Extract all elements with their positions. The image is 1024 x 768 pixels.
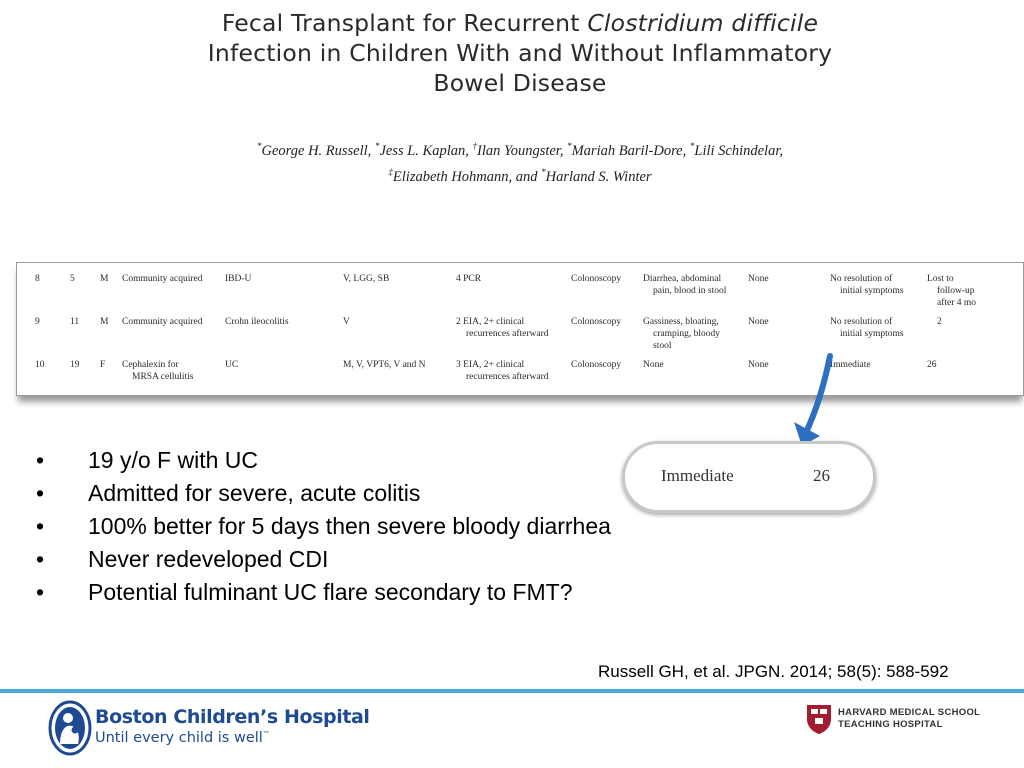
table-cell bbox=[827, 312, 924, 355]
author-name: Ilan Youngster, bbox=[476, 142, 568, 159]
author-name: Jess L. Kaplan, bbox=[379, 142, 473, 159]
list-item bbox=[36, 510, 636, 543]
cell-line: 2 bbox=[937, 317, 942, 327]
table-cell: 19 bbox=[70, 360, 80, 370]
author-name: Lili Schindelar, bbox=[694, 142, 783, 159]
table-cell: None bbox=[748, 317, 769, 327]
case-bullet-list bbox=[36, 444, 636, 609]
table-cell: 26 bbox=[927, 360, 937, 370]
table-cell bbox=[453, 269, 568, 312]
cell-line: after 4 mo bbox=[937, 298, 977, 308]
bullet-icon: • bbox=[36, 579, 45, 605]
table-cell: Immediate bbox=[830, 360, 871, 370]
author-name: Mariah Baril-Dore, bbox=[571, 142, 690, 159]
footer-divider bbox=[0, 689, 1024, 693]
table-row bbox=[17, 312, 1024, 355]
author-name: Elizabeth Hohmann, and bbox=[392, 168, 542, 185]
table-cell: None bbox=[643, 360, 664, 370]
list-item bbox=[36, 576, 636, 609]
author-mark: * bbox=[257, 141, 262, 151]
author-mark: * bbox=[541, 166, 546, 177]
table-cell: None bbox=[748, 360, 769, 370]
table-cell: V bbox=[343, 317, 350, 327]
cell-line: Lost to bbox=[927, 274, 954, 284]
table-excerpt bbox=[16, 262, 1024, 396]
table-cell: Crohn ileocolitis bbox=[225, 317, 289, 327]
cell-line: stool bbox=[653, 341, 672, 351]
hms-text bbox=[838, 707, 980, 731]
table-cell: 11 bbox=[70, 317, 80, 327]
cell-line: follow-up bbox=[937, 286, 975, 296]
table-cell bbox=[924, 312, 1024, 355]
table-cell: 8 bbox=[35, 274, 40, 284]
table-cell bbox=[453, 355, 568, 395]
author-mark: * bbox=[374, 141, 380, 151]
table-cell: 9 bbox=[35, 317, 40, 327]
author-name: George H. Russell, bbox=[261, 142, 375, 159]
zoom-callout bbox=[622, 441, 876, 513]
bullet-icon: • bbox=[36, 546, 45, 572]
patient-table bbox=[17, 269, 1024, 395]
table-cell bbox=[453, 312, 568, 355]
cell-line: recurrences afterward bbox=[466, 329, 549, 339]
cell-line: pain, blood in stool bbox=[653, 286, 727, 296]
author-mark: ‡ bbox=[388, 166, 393, 177]
cell-line: recurrences afterward bbox=[466, 372, 549, 382]
author-mark: * bbox=[567, 141, 572, 151]
cell-line: initial symptoms bbox=[840, 329, 904, 339]
author-name: Harland S. Winter bbox=[545, 168, 652, 185]
table-cell: None bbox=[748, 274, 769, 284]
trademark-mark: ™ bbox=[262, 730, 270, 739]
list-item bbox=[36, 444, 636, 477]
hms-line2: TEACHING HOSPITAL bbox=[838, 719, 943, 730]
table-cell bbox=[119, 355, 222, 395]
table-cell bbox=[640, 269, 745, 312]
table-row bbox=[17, 355, 1024, 395]
bullet-icon: • bbox=[36, 513, 45, 539]
table-cell bbox=[640, 312, 745, 355]
author-mark: * bbox=[689, 141, 695, 151]
bullet-text: 100% better for 5 days then severe bloody diarrhea bbox=[88, 513, 611, 539]
table-cell: F bbox=[100, 360, 106, 370]
table-cell: Colonoscopy bbox=[571, 360, 622, 370]
table-cell: Colonoscopy bbox=[571, 274, 622, 284]
cell-line: initial symptoms bbox=[840, 286, 904, 296]
bullet-icon: • bbox=[36, 447, 45, 473]
table-cell: V, LGG, SB bbox=[343, 274, 390, 284]
callout-arrow-icon bbox=[780, 348, 840, 448]
title-italic: Clostridium difficile bbox=[587, 9, 819, 37]
callout-label: Immediate bbox=[661, 466, 734, 485]
table-cell: M bbox=[100, 317, 109, 327]
bullet-text: 19 y/o F with UC bbox=[88, 447, 258, 473]
cell-line: 4 PCR bbox=[456, 274, 482, 284]
title-line2: Infection in Children With and Without Inflammatory bbox=[207, 39, 833, 67]
table-cell: M, V, VPT6, V and N bbox=[343, 360, 426, 370]
paper-authors bbox=[150, 136, 890, 188]
bch-tagline bbox=[95, 730, 270, 746]
list-item bbox=[36, 477, 636, 510]
cell-line: No resolution of bbox=[830, 317, 893, 327]
table-cell: Community acquired bbox=[122, 274, 203, 284]
title-part1: Fecal Transplant for Recurrent bbox=[221, 9, 588, 37]
callout-value: 26 bbox=[813, 466, 830, 485]
bch-seal-icon bbox=[48, 700, 92, 756]
bch-tagline-text: Until every child is well bbox=[95, 730, 263, 746]
cell-line: 2 EIA, 2+ clinical bbox=[456, 317, 525, 327]
cell-line: 3 EIA, 2+ clinical bbox=[456, 360, 525, 370]
table-row bbox=[17, 269, 1024, 312]
cell-line: Gassiness, bloating, bbox=[643, 317, 719, 327]
table-cell: UC bbox=[225, 360, 239, 370]
bullet-icon: • bbox=[36, 480, 45, 506]
table-cell: IBD-U bbox=[225, 274, 252, 284]
bch-name: Boston Children’s Hospital bbox=[95, 706, 370, 728]
table-cell bbox=[924, 269, 1024, 312]
bullet-text: Never redeveloped CDI bbox=[88, 546, 329, 572]
list-item bbox=[36, 543, 636, 576]
citation: Russell GH, et al. JPGN. 2014; 58(5): 588-592 bbox=[598, 662, 949, 681]
author-mark: † bbox=[472, 141, 477, 151]
title-line3: Bowel Disease bbox=[433, 69, 607, 97]
table-cell: Community acquired bbox=[122, 317, 203, 327]
cell-line: Cephalexin for bbox=[122, 360, 179, 370]
paper-title bbox=[160, 8, 880, 98]
table-cell: 10 bbox=[35, 360, 45, 370]
table-cell: Colonoscopy bbox=[571, 317, 622, 327]
bullet-text: Potential fulminant UC flare secondary to FMT? bbox=[88, 579, 573, 605]
cell-line: No resolution of bbox=[830, 274, 893, 284]
cell-line: cramping, bloody bbox=[653, 329, 721, 339]
hms-line1: HARVARD MEDICAL SCHOOL bbox=[838, 707, 981, 718]
bullet-text: Admitted for severe, acute colitis bbox=[88, 480, 421, 506]
table-cell: M bbox=[100, 274, 109, 284]
cell-line: MRSA cellulitis bbox=[132, 372, 194, 382]
cell-line: Diarrhea, abdominal bbox=[643, 274, 722, 284]
table-cell: 5 bbox=[70, 274, 75, 284]
table-cell bbox=[827, 269, 924, 312]
harvard-shield-icon bbox=[805, 703, 833, 735]
